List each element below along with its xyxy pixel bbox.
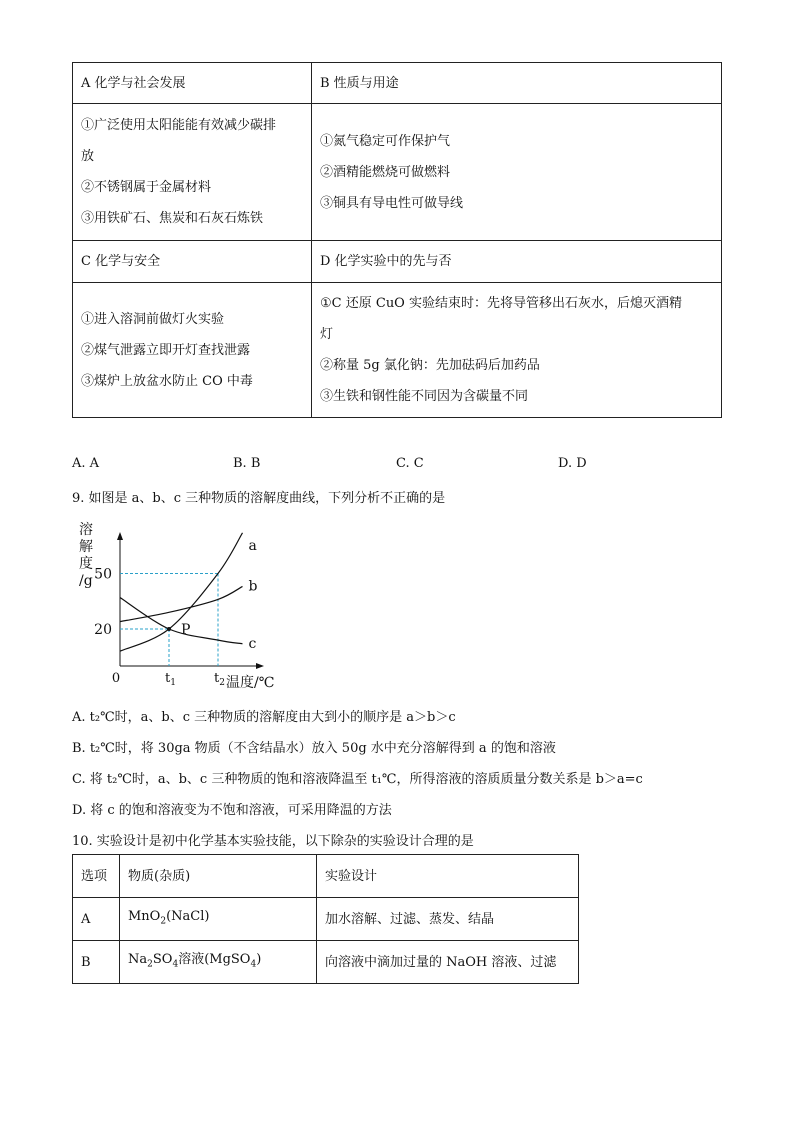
q10-row-b-material: $Na_2SO_4$溶液(MgSO$_4$) bbox=[120, 941, 317, 984]
solubility-chart bbox=[76, 520, 286, 695]
x-axis-label: 温度/℃ bbox=[226, 675, 275, 691]
q9-option-c: C. 将 t₂℃时，a、b、c 三种物质的饱和溶液降温至 t₁℃，所得溶液的溶质质量分数关系是 b＞a=c bbox=[72, 772, 643, 787]
q10-row-a-design: 加水溶解、过滤、蒸发、结晶 bbox=[317, 898, 579, 941]
y-tick-50: 50 bbox=[94, 566, 112, 583]
curve-label-c: c bbox=[248, 635, 257, 652]
q10-table bbox=[72, 854, 579, 984]
y-axis-label: 解 bbox=[79, 539, 93, 555]
a-item: ②不锈钢属于金属材料 bbox=[81, 180, 212, 195]
q8-option-a: A. A bbox=[72, 456, 100, 471]
x-axis-arrow bbox=[256, 663, 264, 669]
b-item: ②酒精能燃烧可做燃料 bbox=[320, 164, 451, 180]
q8-table bbox=[72, 62, 722, 418]
origin-label: 0 bbox=[111, 671, 121, 686]
d-item: ①C 还原 CuO 实验结束时：先将导管移出石灰水，后熄灭酒精 bbox=[320, 296, 682, 311]
cell-d-body bbox=[312, 283, 722, 418]
curve-b bbox=[120, 586, 243, 621]
q10-row-b-design: 向溶液中滴加过量的 NaOH 溶液、过滤 bbox=[317, 941, 579, 984]
d-item: 灯 bbox=[320, 327, 334, 342]
q10-stem: 10. 实验设计是初中化学基本实验技能，以下除杂的实验设计合理的是 bbox=[72, 834, 474, 849]
y-axis-label: /g bbox=[79, 573, 93, 589]
q9-stem: 9. 如图是 a、b、c 三种物质的溶解度曲线，下列分析不正确的是 bbox=[72, 491, 446, 506]
curve-label-a: a bbox=[248, 538, 257, 554]
q10-row-a-key: A bbox=[73, 898, 120, 941]
q10-row-a-material: MnO$_2$(NaCl) bbox=[120, 898, 317, 941]
x-tick-t2: $t_2$ bbox=[214, 671, 225, 688]
d-item: ②称量 5g 氯化钠：先加砝码后加药品 bbox=[320, 358, 540, 373]
b-item: ③铜具有导电性可做导线 bbox=[320, 195, 464, 211]
q8-option-b: B. B bbox=[233, 456, 261, 471]
y-axis-label: 度 bbox=[79, 556, 93, 572]
q9-option-b: B. t₂℃时，将 30ga 物质（不含结晶水）放入 50g 水中充分溶解得到 a 的饱和溶液 bbox=[72, 741, 556, 756]
y-axis-label: 溶 bbox=[79, 522, 93, 538]
cell-b-body bbox=[312, 104, 722, 241]
cell-b-head: B 性质与用途 bbox=[312, 63, 722, 104]
c-item: ①进入溶洞前做灯火实验 bbox=[81, 311, 225, 327]
curve-label-b: b bbox=[248, 578, 258, 595]
c-item: ②煤气泄露立即开灯查找泄露 bbox=[81, 342, 251, 358]
a-item: ①广泛使用太阳能能有效减少碳排 bbox=[81, 118, 277, 133]
cell-c-head: C 化学与安全 bbox=[73, 241, 312, 283]
point-label-p: P bbox=[181, 622, 191, 638]
q8-option-d: D. D bbox=[558, 456, 587, 471]
q8-option-c: C. C bbox=[396, 456, 424, 471]
cell-a-body bbox=[73, 104, 312, 241]
y-axis-arrow bbox=[117, 532, 123, 540]
cell-a-head: A 化学与社会发展 bbox=[73, 63, 312, 104]
q9-option-a: A. t₂℃时，a、b、c 三种物质的溶解度由大到小的顺序是 a＞b＞c bbox=[72, 710, 456, 725]
q10-header-material: 物质(杂质) bbox=[120, 855, 317, 898]
cell-d-head: D 化学实验中的先与否 bbox=[312, 241, 722, 283]
x-tick-t1: $t_1$ bbox=[165, 671, 176, 688]
q10-header-option: 选项 bbox=[73, 855, 120, 898]
intersection-point bbox=[167, 627, 171, 631]
y-tick-20: 20 bbox=[94, 622, 112, 638]
q10-row-b-key: B bbox=[73, 941, 120, 984]
cell-c-body bbox=[73, 283, 312, 418]
c-item: ③煤炉上放盆水防止 CO 中毒 bbox=[81, 373, 253, 389]
a-item: ③用铁矿石、焦炭和石灰石炼铁 bbox=[81, 211, 264, 226]
q10-header-design: 实验设计 bbox=[317, 855, 579, 898]
d-item: ③生铁和钢性能不同因为含碳量不同 bbox=[320, 389, 529, 404]
q9-option-d: D. 将 c 的饱和溶液变为不饱和溶液，可采用降温的方法 bbox=[72, 803, 392, 818]
b-item: ①氮气稳定可作保护气 bbox=[320, 133, 451, 149]
a-item: 放 bbox=[81, 149, 95, 164]
